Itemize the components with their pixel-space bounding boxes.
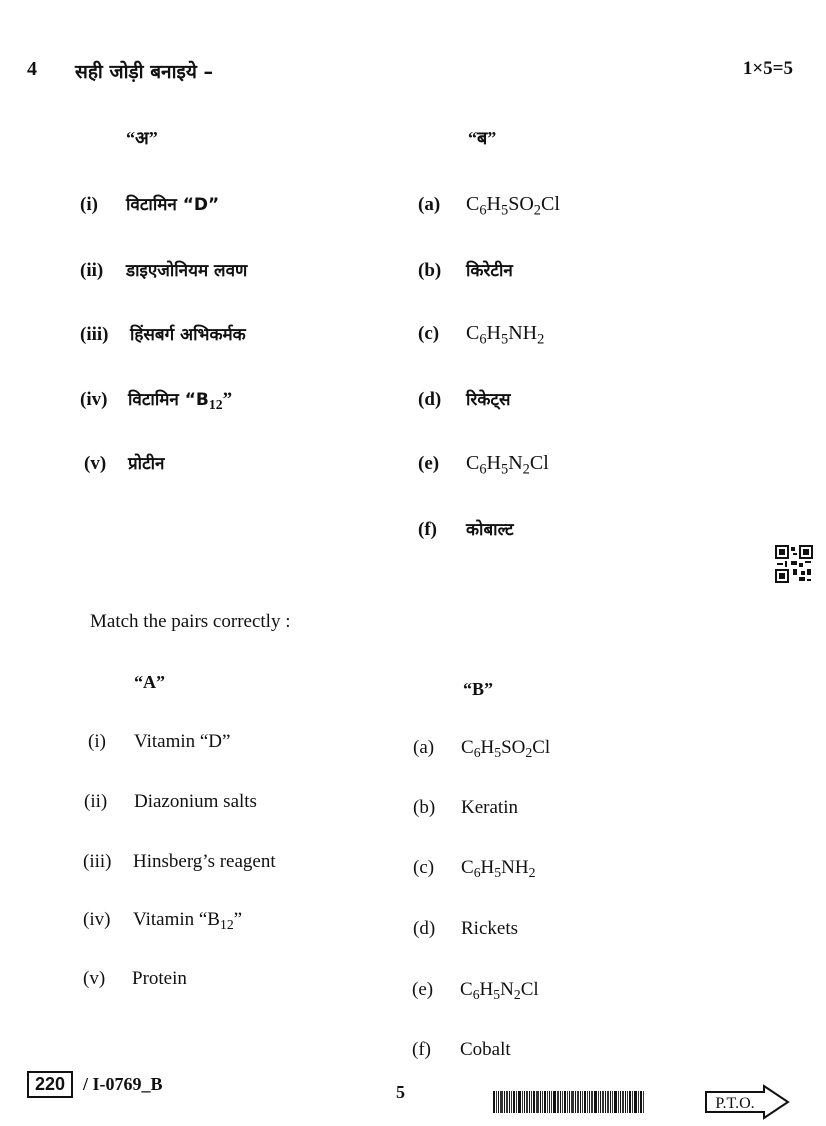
hindi-b-item: (c) $C_6H_5NH_2$ xyxy=(418,322,545,348)
barcode-stripe xyxy=(582,1091,583,1113)
english-b-item: (a) $C_6H_5SO_2Cl$ xyxy=(413,737,551,761)
barcode-stripe xyxy=(524,1091,525,1113)
barcode-stripe xyxy=(587,1091,588,1113)
barcode-stripe xyxy=(605,1091,606,1113)
hindi-a-item: (i) विटामिन “D” xyxy=(80,194,220,215)
barcode-icon xyxy=(493,1091,685,1113)
english-b-item: (f) Cobalt xyxy=(412,1039,511,1060)
barcode-stripe xyxy=(600,1091,601,1113)
barcode-stripe xyxy=(560,1091,561,1113)
barcode-stripe xyxy=(536,1091,539,1113)
barcode-stripe xyxy=(612,1091,613,1113)
barcode-stripe xyxy=(634,1091,637,1113)
hindi-b-item: (d) रिकेट्स xyxy=(418,389,511,410)
barcode-stripe xyxy=(614,1091,617,1113)
barcode-stripe xyxy=(562,1091,563,1113)
barcode-stripe xyxy=(640,1091,642,1113)
english-a-item: (iii) Hinsberg’s reagent xyxy=(83,851,276,872)
question-number: 4 xyxy=(27,58,37,80)
page-number: 5 xyxy=(396,1082,405,1102)
english-b-item: (b) Keratin xyxy=(413,797,518,818)
barcode-stripe xyxy=(540,1091,541,1113)
barcode-stripe xyxy=(577,1091,579,1113)
barcode-stripe xyxy=(575,1091,576,1113)
english-b-item: (e) $C_6H_5N_2Cl$ xyxy=(412,979,539,1003)
english-column-a-heading: “A” xyxy=(134,672,165,692)
paper-code-box: 220 xyxy=(27,1071,73,1098)
barcode-stripe xyxy=(591,1091,593,1113)
barcode-stripe xyxy=(506,1091,508,1113)
qr-code-icon xyxy=(775,545,813,583)
barcode-stripe xyxy=(618,1091,619,1113)
hindi-a-item: (v) प्रोटीन xyxy=(84,453,165,474)
barcode-stripe xyxy=(589,1091,590,1113)
hindi-a-item: (iv) विटामिन “$B_{12}$” xyxy=(80,389,233,413)
barcode-stripe xyxy=(500,1091,503,1113)
barcode-stripe xyxy=(643,1091,644,1113)
english-b-item: (c) $C_6H_5NH_2$ xyxy=(413,857,536,881)
marks-allocation: 1×5=5 xyxy=(742,58,793,79)
hindi-b-item: (a) $C_6H_5SO_2Cl$ xyxy=(418,193,560,219)
barcode-stripe xyxy=(610,1091,611,1113)
barcode-stripe xyxy=(493,1091,495,1113)
paper-code xyxy=(27,1071,163,1098)
barcode-stripe xyxy=(625,1091,626,1113)
barcode-stripe xyxy=(504,1091,505,1113)
barcode-stripe xyxy=(607,1091,609,1113)
english-a-item: (iv) Vitamin “$B_{12}$” xyxy=(83,909,243,933)
barcode-stripe xyxy=(553,1091,556,1113)
english-column-b-heading: “B” xyxy=(463,679,494,699)
hindi-b-item: (e) $C_6H_5N_2Cl$ xyxy=(418,452,549,478)
barcode-stripe xyxy=(522,1091,523,1113)
barcode-stripe xyxy=(531,1091,532,1113)
barcode-stripe xyxy=(564,1091,566,1113)
barcode-stripe xyxy=(571,1091,574,1113)
barcode-stripe xyxy=(542,1091,543,1113)
barcode-stripe xyxy=(629,1091,631,1113)
english-instruction: Match the pairs correctly : xyxy=(90,611,291,632)
barcode-stripe xyxy=(547,1091,548,1113)
hindi-b-item: (b) किरेटीन xyxy=(418,260,513,281)
barcode-stripe xyxy=(580,1091,581,1113)
pto-label: P.T.O. xyxy=(715,1095,755,1112)
hindi-a-item: (iii) हिंसबर्ग अभिकर्मक xyxy=(80,324,246,345)
barcode-stripe xyxy=(498,1091,499,1113)
barcode-stripe xyxy=(602,1091,604,1113)
barcode-stripe xyxy=(549,1091,550,1113)
hindi-a-item: (ii) डाइएजोनियम लवण xyxy=(80,260,248,281)
english-a-item: (v) Protein xyxy=(83,968,187,989)
barcode-stripe xyxy=(509,1091,510,1113)
question-title-hindi: सही जोड़ी बनाइये – xyxy=(75,61,213,83)
hindi-column-a-heading: “अ” xyxy=(126,128,158,148)
barcode-stripe xyxy=(620,1091,621,1113)
hindi-column-b-heading: “ब” xyxy=(468,128,497,148)
barcode-stripe xyxy=(496,1091,497,1113)
paper-code-text: / I-0769_B xyxy=(83,1074,163,1094)
english-b-item: (d) Rickets xyxy=(413,918,518,939)
barcode-stripe xyxy=(533,1091,535,1113)
barcode-stripe xyxy=(551,1091,552,1113)
barcode-stripe xyxy=(511,1091,512,1113)
barcode-stripe xyxy=(567,1091,568,1113)
barcode-stripe xyxy=(557,1091,559,1113)
barcode-stripe xyxy=(584,1091,586,1113)
barcode-stripe xyxy=(632,1091,633,1113)
barcode-stripe xyxy=(622,1091,624,1113)
pto-arrow xyxy=(704,1084,790,1120)
barcode-stripe xyxy=(513,1091,515,1113)
barcode-stripe xyxy=(569,1091,570,1113)
barcode-stripe xyxy=(516,1091,517,1113)
barcode-stripe xyxy=(529,1091,530,1113)
english-a-item: (i) Vitamin “D” xyxy=(88,731,231,752)
barcode-stripe xyxy=(627,1091,628,1113)
barcode-stripe xyxy=(594,1091,597,1113)
barcode-stripe xyxy=(518,1091,521,1113)
barcode-stripe xyxy=(638,1091,639,1113)
hindi-b-item: (f) कोबाल्ट xyxy=(418,519,514,540)
english-a-item: (ii) Diazonium salts xyxy=(84,791,257,812)
barcode-stripe xyxy=(526,1091,528,1113)
barcode-stripe xyxy=(544,1091,546,1113)
barcode-stripe xyxy=(598,1091,599,1113)
